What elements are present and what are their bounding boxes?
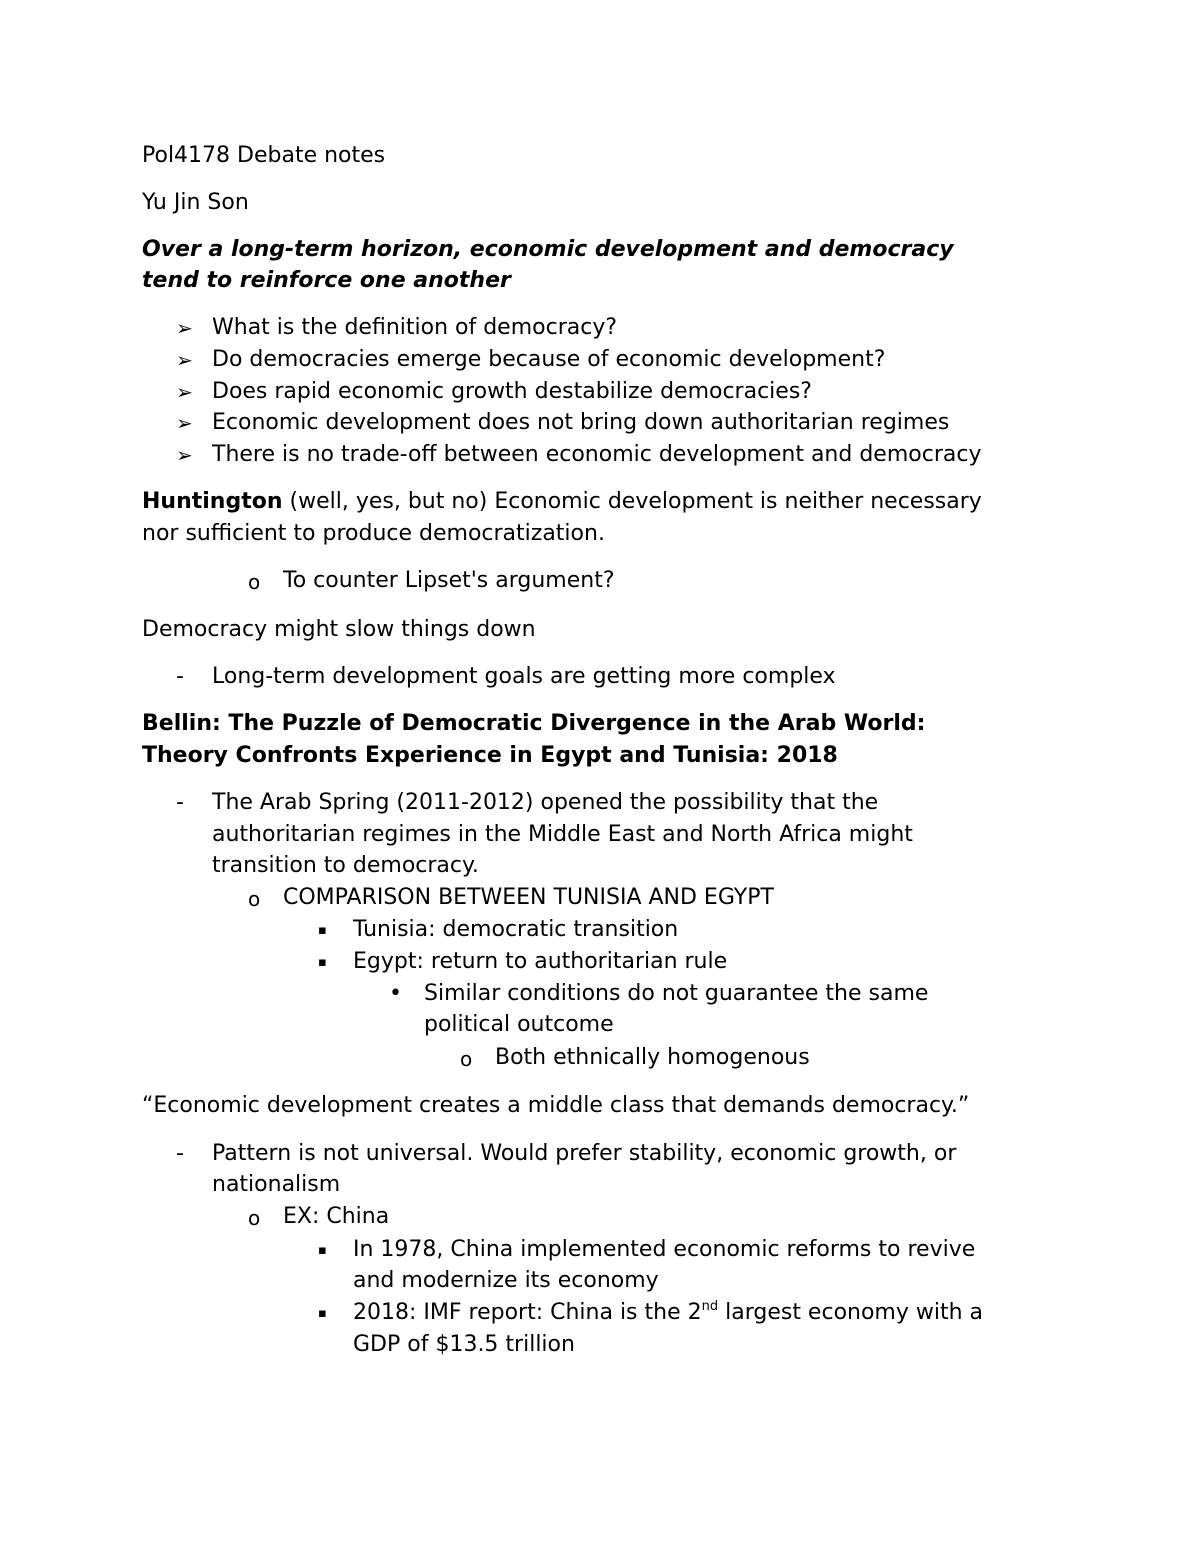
- dot-bullet-icon: •: [389, 981, 402, 1006]
- huntington-sub-item: To counter Lipset's argument?: [283, 568, 615, 593]
- quote-item-line-2: nationalism: [212, 1172, 341, 1197]
- bellin-item-line-2: authoritarian regimes in the Middle East and North Africa might: [212, 822, 913, 847]
- quote-example: EX: China: [283, 1204, 390, 1229]
- thesis-line-1: Over a long-term horizon, economic development and democracy: [142, 237, 954, 262]
- dash-bullet-icon: -: [176, 664, 184, 689]
- circle-bullet-icon: o: [248, 570, 261, 594]
- slow-item: Long-term development goals are getting more complex: [212, 664, 836, 689]
- bellin-heading-line-1: Bellin: The Puzzle of Democratic Divergence in the Arab World:: [142, 711, 926, 736]
- bellin-similar-line-2: political outcome: [424, 1012, 614, 1037]
- bellin-heading-line-2: Theory Confronts Experience in Egypt and Tunisia: 2018: [142, 743, 838, 768]
- square-bullet-icon: ▪: [318, 923, 327, 938]
- circle-bullet-icon: o: [248, 1206, 261, 1230]
- arrow-bullet-icon: ➢: [176, 411, 193, 435]
- circle-bullet-icon: o: [460, 1047, 473, 1071]
- question-item: What is the definition of democracy?: [212, 315, 618, 340]
- square-bullet-icon: ▪: [318, 955, 327, 970]
- bellin-item-line-3: transition to democracy.: [212, 853, 479, 878]
- dash-bullet-icon: -: [176, 1141, 184, 1166]
- slow-heading: Democracy might slow things down: [142, 617, 536, 642]
- bellin-item-line-1: The Arab Spring (2011-2012) opened the possibility that the: [212, 790, 879, 815]
- thesis-line-2: tend to reinforce one another: [142, 268, 511, 293]
- huntington-line-2: nor sufficient to produce democratization.: [142, 521, 605, 546]
- imf-text-after: largest economy with a: [718, 1300, 984, 1325]
- doc-title: Pol4178 Debate notes: [142, 143, 386, 168]
- arrow-bullet-icon: ➢: [176, 316, 193, 340]
- circle-bullet-icon: o: [248, 887, 261, 911]
- imf-superscript: nd: [701, 1299, 719, 1314]
- question-item: Economic development does not bring down authoritarian regimes: [212, 410, 950, 435]
- huntington-line-1: [142, 486, 982, 518]
- imf-text-before: 2018: IMF report: China is the 2: [353, 1300, 702, 1325]
- bellin-similar-line-1: Similar conditions do not guarantee the same: [424, 981, 929, 1006]
- doc-author: Yu Jin Son: [142, 190, 249, 215]
- arrow-bullet-icon: ➢: [176, 380, 193, 404]
- bellin-tunisia: Tunisia: democratic transition: [353, 917, 679, 942]
- question-item: Do democracies emerge because of economic development?: [212, 347, 886, 372]
- china-imf-line-1: [353, 1297, 983, 1329]
- question-item: There is no trade-off between economic development and democracy: [212, 442, 982, 467]
- china-reform-line-1: In 1978, China implemented economic reforms to revive: [353, 1237, 976, 1262]
- china-imf-line-2: GDP of $13.5 trillion: [353, 1332, 575, 1357]
- dash-bullet-icon: -: [176, 790, 184, 815]
- quote-item-line-1: Pattern is not universal. Would prefer stability, economic growth, or: [212, 1141, 957, 1166]
- huntington-text: (well, yes, but no) Economic development is neither necessary: [282, 489, 982, 514]
- bellin-egypt: Egypt: return to authoritarian rule: [353, 949, 728, 974]
- square-bullet-icon: ▪: [318, 1306, 327, 1321]
- arrow-bullet-icon: ➢: [176, 348, 193, 372]
- huntington-name: Huntington: [142, 489, 283, 514]
- square-bullet-icon: ▪: [318, 1243, 327, 1258]
- bellin-comparison: COMPARISON BETWEEN TUNISIA AND EGYPT: [283, 885, 774, 910]
- china-reform-line-2: and modernize its economy: [353, 1268, 659, 1293]
- quote-heading: “Economic development creates a middle class that demands democracy.”: [142, 1093, 970, 1118]
- bellin-ethnic: Both ethnically homogenous: [495, 1045, 810, 1070]
- arrow-bullet-icon: ➢: [176, 443, 193, 467]
- question-item: Does rapid economic growth destabilize democracies?: [212, 379, 812, 404]
